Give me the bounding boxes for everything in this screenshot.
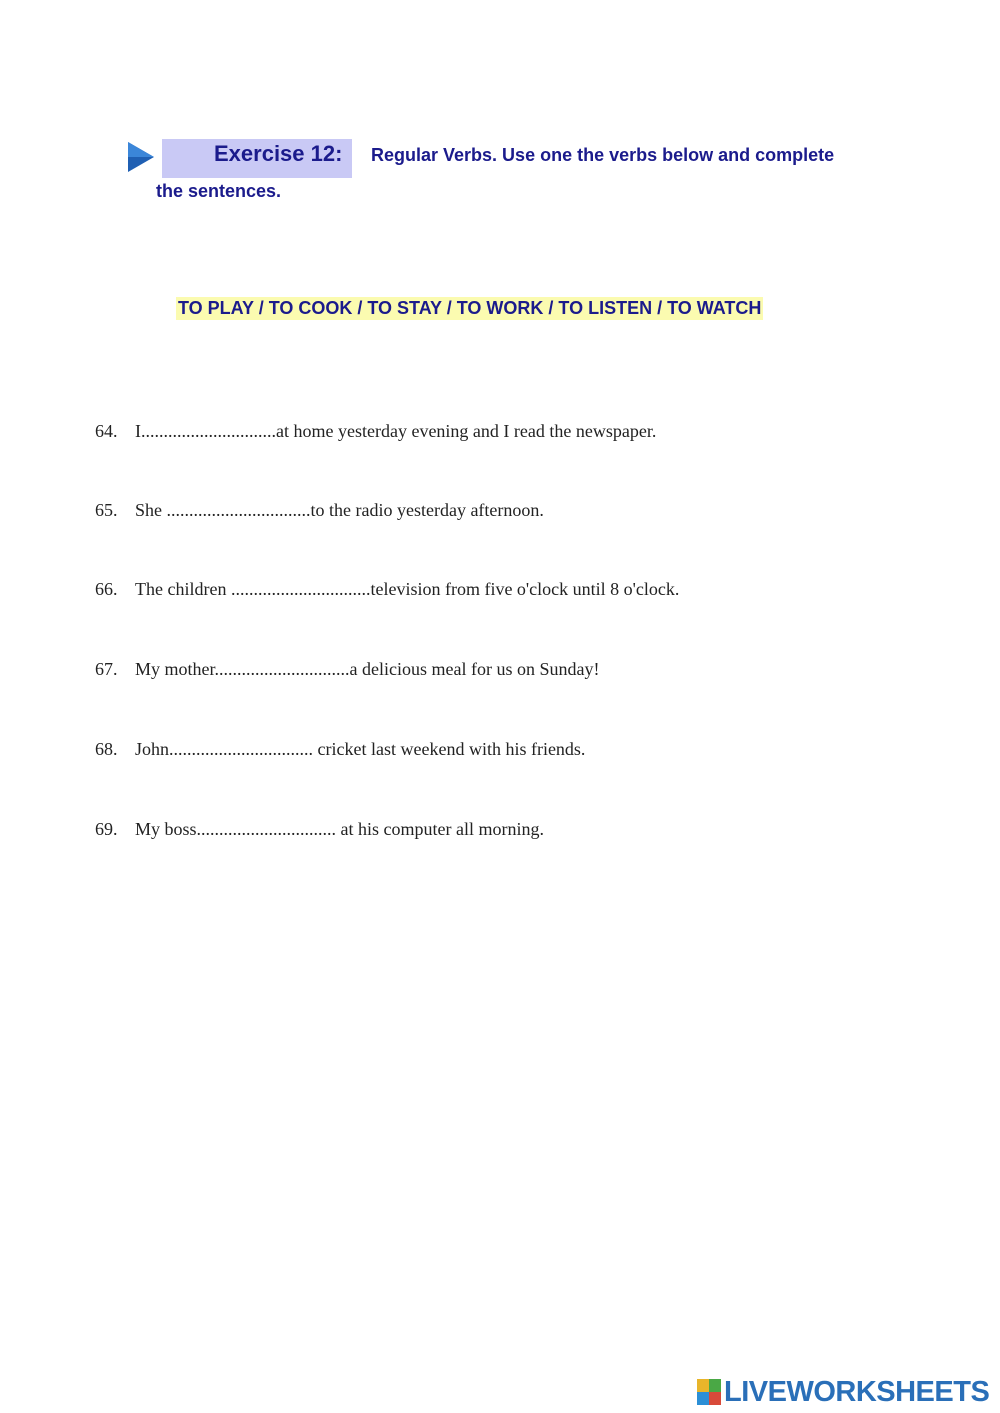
answer-blank[interactable]: ............................... (230, 579, 371, 599)
liveworksheets-logo (697, 1375, 989, 1409)
sentence-text-after: at his computer all morning. (336, 819, 544, 839)
sentence-65 (95, 500, 544, 521)
answer-blank[interactable]: ................................ (169, 739, 314, 759)
sentence-text-after: at home yesterday evening and I read the newspaper. (276, 421, 657, 441)
sentence-text-before: John (135, 739, 170, 759)
exercise-title: Exercise 12: (214, 141, 343, 166)
answer-blank[interactable]: ............................... (196, 819, 337, 839)
sentence-number: 69. (95, 819, 118, 839)
sentence-text-after: cricket last weekend with his friends. (313, 739, 586, 759)
sentence-text-before: My boss (135, 819, 197, 839)
sentence-text-after: to the radio yesterday afternoon. (310, 500, 544, 520)
sentence-text-before: I (135, 421, 141, 441)
sentence-number: 68. (95, 739, 118, 759)
sentence-66 (95, 579, 679, 600)
sentence-text-before: She (135, 500, 167, 520)
sentence-67 (95, 659, 599, 680)
sentence-number: 64. (95, 421, 118, 441)
sentence-text-before: My mother (135, 659, 215, 679)
answer-blank[interactable]: .............................. (214, 659, 350, 679)
instruction-line-1: Regular Verbs. Use one the verbs below and complete (371, 145, 835, 165)
verb-bank: TO PLAY / TO COOK / TO STAY / TO WORK / TO LISTEN / TO WATCH (178, 298, 762, 318)
sentence-text-after: television from five o'clock until 8 o'clock. (370, 579, 680, 599)
sentence-number: 67. (95, 659, 118, 679)
instruction-line-2: the sentences. (156, 181, 282, 201)
sentence-number: 65. (95, 500, 118, 520)
play-arrow-icon (126, 140, 156, 174)
liveworksheets-logo-icon (697, 1379, 721, 1405)
sentence-68 (95, 739, 585, 760)
sentence-text-before: The children (135, 579, 231, 599)
sentence-number: 66. (95, 579, 118, 599)
answer-blank[interactable]: ................................ (166, 500, 311, 520)
answer-blank[interactable]: .............................. (141, 421, 276, 441)
sentence-text-after: a delicious meal for us on Sunday! (349, 659, 600, 679)
logo-text: LIVEWORKSHEETS (724, 1375, 990, 1408)
sentence-69 (95, 819, 544, 840)
sentence-64 (95, 421, 656, 442)
